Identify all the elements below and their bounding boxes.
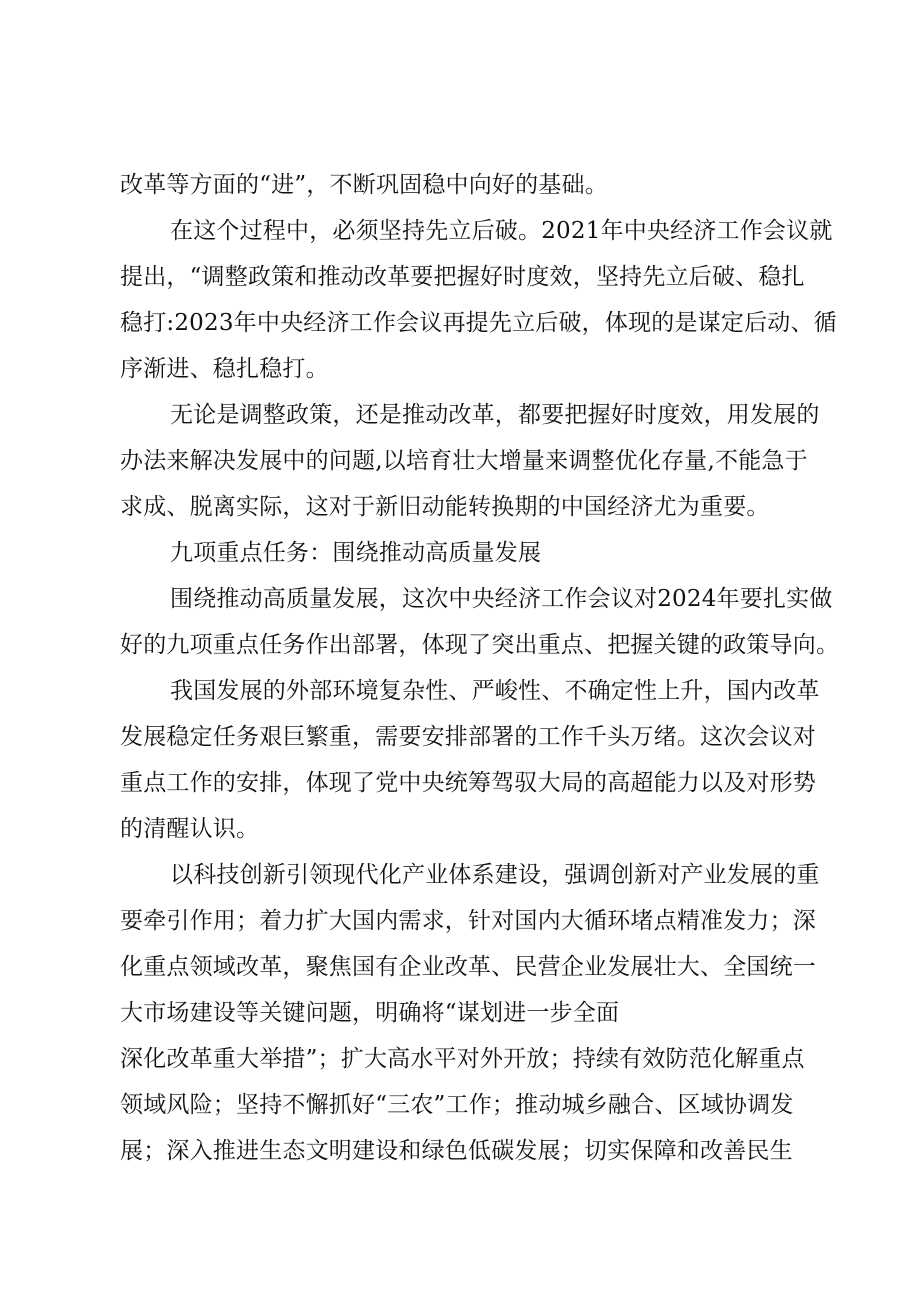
text-line: 在这个过程中，必须坚持先立后破。2021年中央经济工作会议就 (170, 218, 833, 244)
text-line: 发展稳定任务艰巨繁重，需要安排部署的工作千头万绪。这次会议对 (120, 724, 816, 750)
body-text (120, 162, 840, 1174)
text-line: 无论是调整政策，还是推动改革，都要把握好时度效，用发展的 (170, 402, 820, 428)
text-line: 深化改革重大举措”；扩大高水平对外开放；持续有效防范化解重点 (120, 1046, 805, 1072)
text-line: 的清醒认识。 (120, 816, 260, 842)
section-heading: 九项重点任务：围绕推动高质量发展 (170, 540, 542, 566)
text-line: 求成、脱离实际，这对于新旧动能转换期的中国经济尤为重要。 (120, 494, 770, 520)
text-line: 序渐进、稳扎稳打。 (120, 356, 329, 382)
text-line: 以科技创新引领现代化产业体系建设，强调创新对产业发展的重 (170, 862, 820, 888)
text-line: 围绕推动高质量发展，这次中央经济工作会议对2024年要扎实做 (170, 586, 833, 612)
text-line: 化重点领域改革，聚焦国有企业改革、民营企业发展壮大、全国统一 (120, 954, 816, 980)
text-line: 好的九项重点任务作出部署，体现了突出重点、把握关键的政策导向。 (120, 632, 840, 658)
text-line: 领域风险；坚持不懈抓好“三农”工作；推动城乡融合、区域协调发 (120, 1092, 794, 1118)
text-line: 稳打:2023年中央经济工作会议再提先立后破，体现的是谋定后动、循 (120, 310, 837, 336)
text-line: 我国发展的外部环境复杂性、严峻性、不确定性上升，国内改革 (170, 678, 820, 704)
text-line: 改革等方面的“进”，不断巩固稳中向好的基础。 (120, 172, 608, 198)
text-line: 办法来解决发展中的问题,以培育壮大增量来调整优化存量,不能急于 (120, 448, 808, 474)
text-line: 大市场建设等关键问题，明确将“谋划进一步全面 (120, 1000, 620, 1026)
text-line: 提出，“调整政策和推动改革要把握好时度效，坚持先立后破、稳扎 (120, 264, 805, 290)
text-line: 要牵引作用；着力扩大国内需求，针对国内大循环堵点精准发力；深 (120, 908, 816, 934)
text-line: 展；深入推进生态文明建设和绿色低碳发展；切实保障和改善民生 (120, 1138, 793, 1164)
text-line: 重点工作的安排，体现了党中央统筹驾驭大局的高超能力以及对形势 (120, 770, 816, 796)
